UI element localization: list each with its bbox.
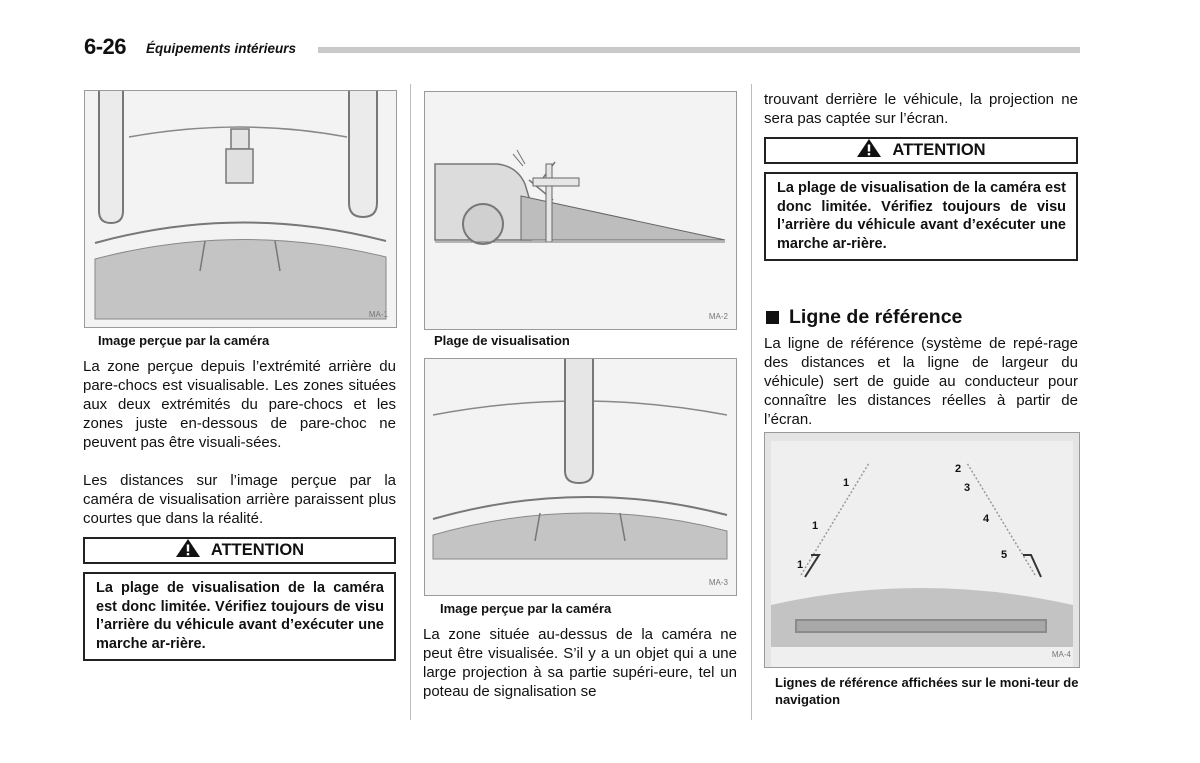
figure-label: 1 xyxy=(797,559,804,571)
section-title: Équipements intérieurs xyxy=(146,41,297,56)
body-paragraph: La zone située au-dessus de la caméra ne peut être visualisée. S’il y a un objet qui a une large projection à sa partie supéri-eure, tel un poteau de signalisation se xyxy=(423,626,737,700)
camera-view-illustration xyxy=(85,91,396,327)
warning-text: La plage de visualisation de la caméra est donc limitée. Vérifiez toujours de visu l’arrière du véhicule avant d’exécuter une marche ar-rière. xyxy=(764,172,1078,261)
figure-caption: Image perçue par la caméra xyxy=(440,601,612,616)
figure-caption: Lignes de référence affichées sur le moni-teur de navigation xyxy=(775,675,1079,707)
section-heading-text: Ligne de référence xyxy=(789,306,963,328)
figure-code: MA-1 xyxy=(368,310,388,319)
warning-header xyxy=(83,537,396,564)
figure-code: MA-2 xyxy=(708,312,728,321)
body-paragraph: La ligne de référence (système de repé-rage des distances et la ligne de largeur du véhicule) sert de guide au conducteur pour connaître les distances réelles à partir de l’écran. xyxy=(764,335,1078,428)
body-paragraph: Les distances sur l’image perçue par la caméra de visualisation arrière paraissent plus courtes que dans la réalité. xyxy=(83,472,396,527)
figure-label: 1 xyxy=(812,520,819,532)
figure-caption: Image perçue par la caméra xyxy=(98,333,270,348)
figure-label: 5 xyxy=(1001,549,1008,561)
warning-triangle-icon xyxy=(856,138,882,163)
square-bullet-icon xyxy=(766,311,779,324)
warning-title: ATTENTION xyxy=(892,141,986,159)
warning-title: ATTENTION xyxy=(210,541,305,559)
figure-code: MA-4 xyxy=(1051,650,1071,659)
warning-header xyxy=(764,137,1078,164)
column-divider xyxy=(410,84,411,720)
body-paragraph: La zone perçue depuis l’extrémité arrière du pare-chocs est visualisable. Les zones situées aux deux extrémités du pare-chocs et les zones juste en-dessous de pare-choc ne peuvent pas être visuali-sées. xyxy=(83,358,396,451)
figure-label: 3 xyxy=(964,482,971,494)
body-paragraph: trouvant derrière le véhicule, la projection ne sera pas captée sur l’écran. xyxy=(764,91,1078,127)
figure-label: 4 xyxy=(983,513,990,525)
view-range-illustration xyxy=(425,92,736,329)
figure-view-range xyxy=(424,91,737,330)
page-number: 6-26 xyxy=(84,34,127,59)
pole-view-illustration xyxy=(425,359,736,595)
figure-code: MA-3 xyxy=(708,578,728,587)
figure-camera-image-pole xyxy=(424,358,737,596)
column-divider xyxy=(751,84,752,720)
figure-label: 2 xyxy=(955,463,962,475)
figure-camera-image xyxy=(84,90,397,328)
figure-caption: Plage de visualisation xyxy=(434,333,570,348)
figure-reference-lines xyxy=(764,432,1080,668)
reference-lines-illustration xyxy=(765,433,1079,667)
header-rule xyxy=(318,47,1080,53)
figure-label: 1 xyxy=(843,477,850,489)
warning-text: La plage de visualisation de la caméra est donc limitée. Vérifiez toujours de visu l’arrière du véhicule avant d’exécuter une marche ar-rière. xyxy=(83,572,396,661)
section-heading xyxy=(766,306,962,329)
warning-triangle-icon xyxy=(175,538,201,563)
